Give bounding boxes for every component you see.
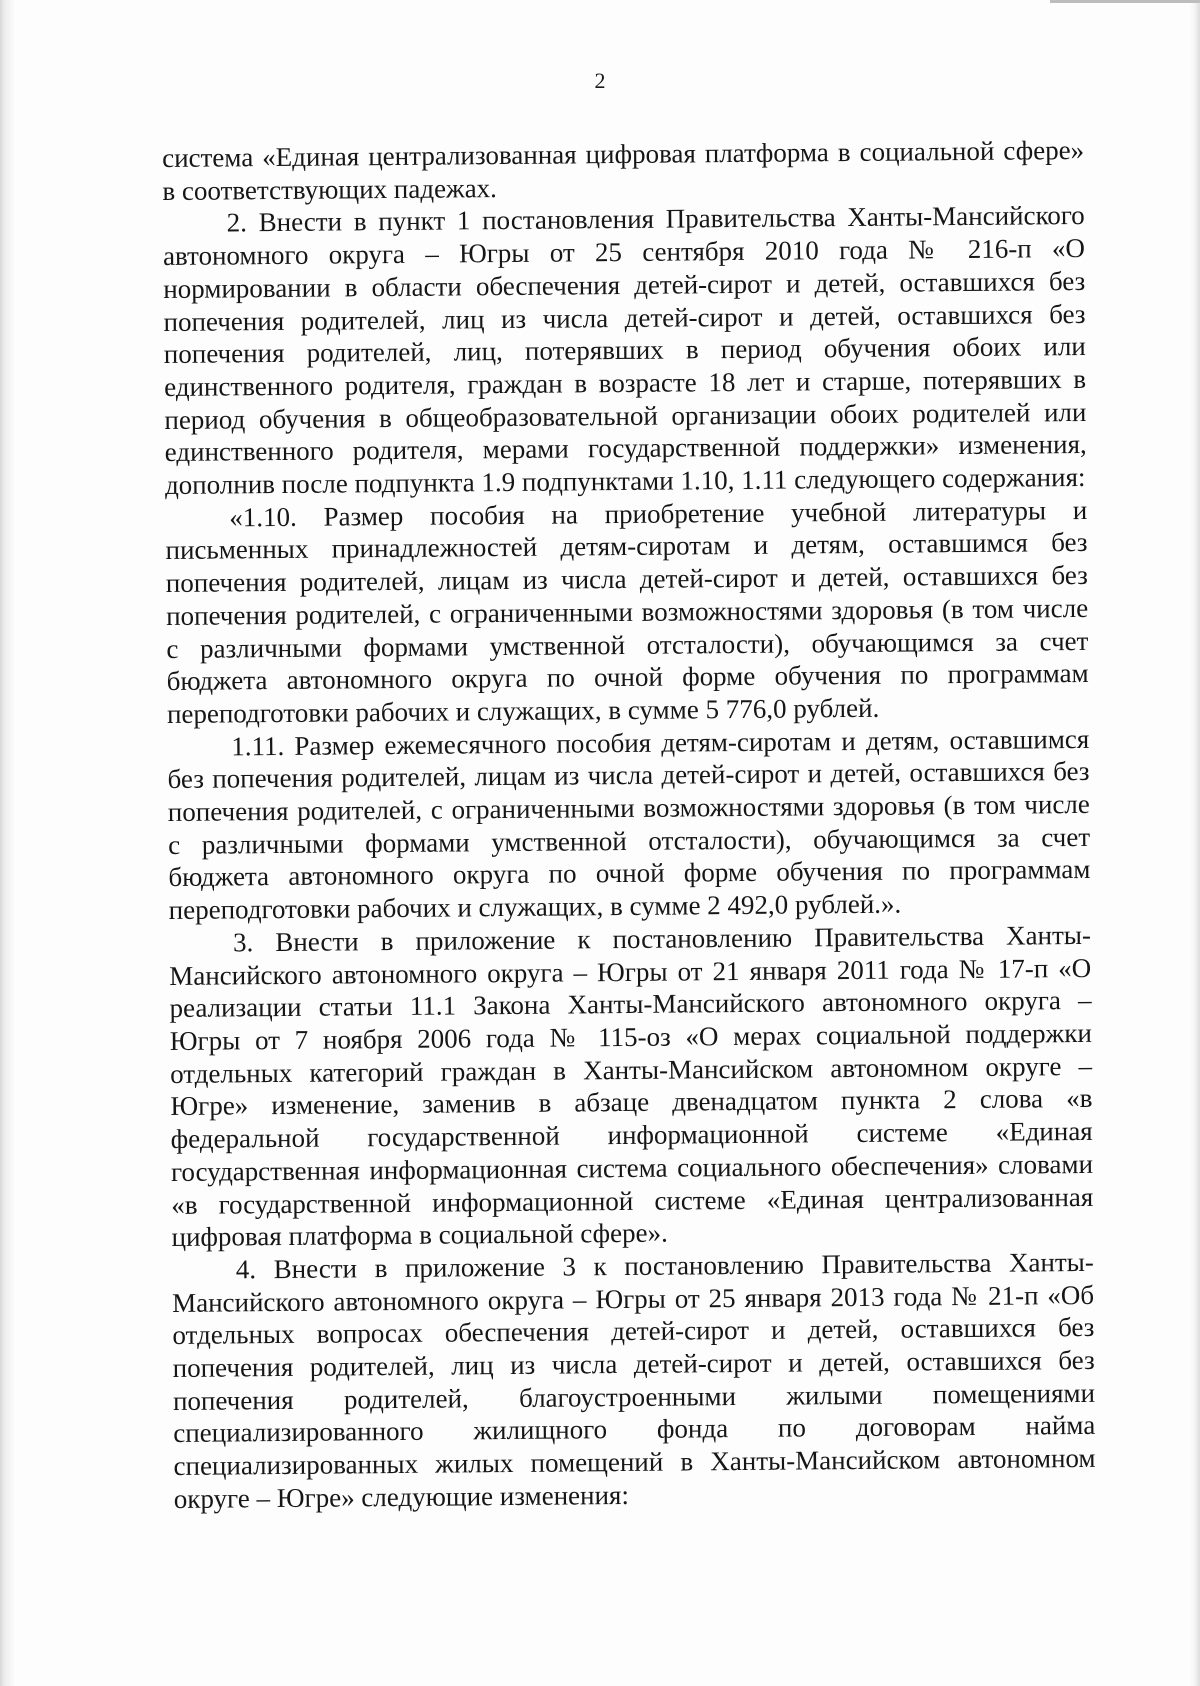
paragraph-item-2: 2. Внести в пункт 1 постановления Правительства Ханты-Мансийского автономного округа – Югры от 25 сентября 2010 года № 216-п «О нормировании в области обеспечения детей-сирот и детей, оставшихся без попечения родителей, лиц из числа детей-сирот и детей, оставшихся без попечения родителей, лиц, потерявших в период обучения обоих или единственного родителя, граждан в возрасте 18 лет и старше, потерявших в период обучения в общеобразовательной организации обоих родителей или единственного родителя, мерами государственной поддержки» изменения, дополнив после подпункта 1.9 подпунктами 1.10, 1.11 следующего содержания: (162, 200, 1087, 501)
paragraph-item-3: 3. Внести в приложение к постановлению Правительства Ханты-Мансийского автономного округа – Югры от 21 января 2011 года № 17-п «О реализации статьи 11.1 Закона Ханты-Мансийского автономного округа – Югры от 7 ноября 2006 года № 115-оз «О мерах социальной поддержки отдельных категорий граждан в Ханты-Мансийском автономном округе – Югре» изменение, заменив в абзаце двенадцатом пункта 2 слова «в федеральной государственной информационной системе «Единая государственная информационная система социального обеспечения» словами «в государственной информационной системе «Единая централизованная цифровая платформа в социальной сфере». (169, 919, 1094, 1253)
page-number: 2 (594, 68, 606, 93)
paragraph-subitem-1-10: «1.10. Размер пособия на приобретение учебной литературы и письменных принадлежностей детям-сиротам и детям, оставшимся без попечения родителей, лицам из числа детей-сирот и детей, оставшихся без попечения родителей, с ограниченными возможностями здоровья (в том числе с различными формами умственной отсталости), обучающимся за счет бюджета автономного округа по очной форме обучения по программам переподготовки рабочих и служащих, в сумме 5 776,0 рублей. (165, 494, 1089, 729)
paragraph-subitem-1-11: 1.11. Размер ежемесячного пособия детям-сиротам и детям, оставшимся без попечения родителей, лицам из числа детей-сирот и детей, оставшихся без попечения родителей, с ограниченными возможностями здоровья (в том числе с различными формами умственной отсталости), обучающимся за счет бюджета автономного округа по очной форме обучения по программам переподготовки рабочих и служащих, в сумме 2 492,0 рублей.». (167, 723, 1091, 926)
paragraph-item-4: 4. Внести в приложение 3 к постановлению Правительства Ханты-Мансийского автономного округа – Югры от 25 января 2013 года № 21-п «Об отдельных вопросах обеспечения детей-сирот и детей, оставшихся без попечения родителей, лиц из числа детей-сирот и детей, оставшихся без попечения родителей, благоустроенными жилыми помещениями специализированного жилищного фонда по договорам найма специализированных жилых помещений в Ханты-Мансийском автономном округе – Югре» следующие изменения: (171, 1246, 1096, 1514)
scan-edge-top (1050, 0, 1200, 3)
scan-edge-right (1190, 0, 1200, 1686)
paragraph-continuation: система «Единая централизованная цифровая платформа в социальной сфере» в соответствующих падежах. (162, 134, 1085, 206)
document-body (162, 134, 1096, 1516)
scan-edge-left (0, 0, 14, 1686)
